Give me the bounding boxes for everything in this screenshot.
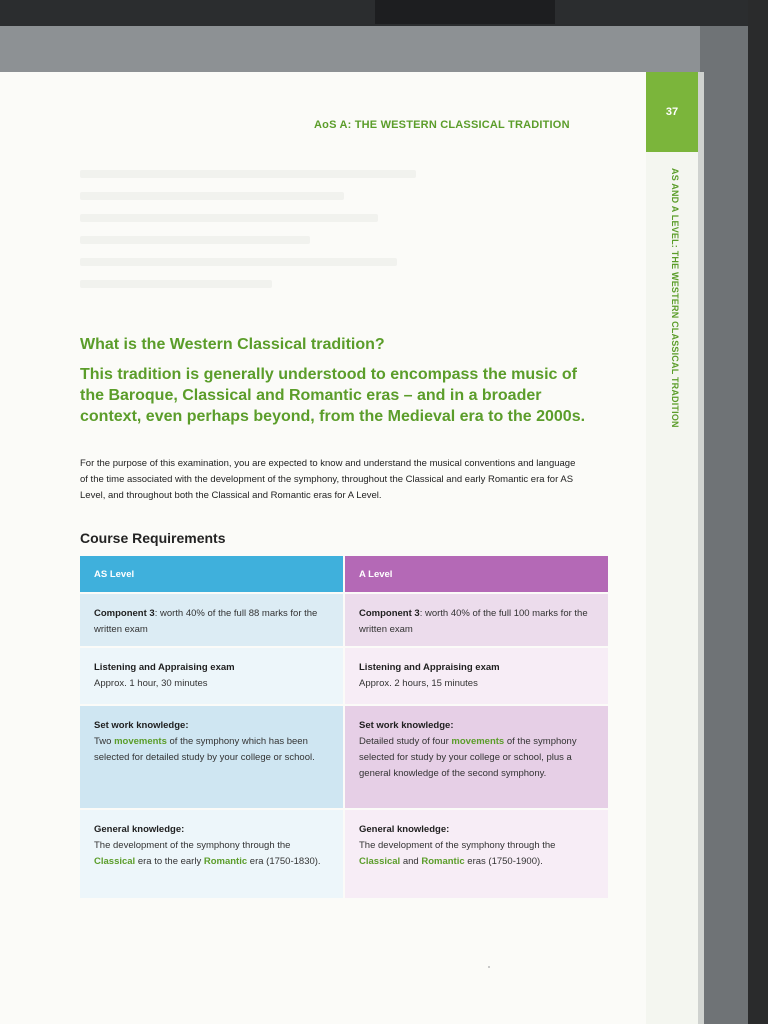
show-through-line [80, 214, 378, 222]
keyword: Romantic [421, 856, 465, 867]
cell-text: Approx. 1 hour, 30 minutes [94, 678, 208, 689]
cell-bold: Set work knowledge: [359, 720, 454, 731]
cell-bold: Listening and Appraising exam [359, 662, 500, 673]
cell-bold: Set work knowledge: [94, 720, 189, 731]
cell-bold: Component 3 [94, 608, 155, 619]
cell-bold: General knowledge: [359, 824, 450, 835]
scan-far-edge [748, 0, 768, 1024]
a-general-knowledge-cell [345, 808, 608, 898]
as-exam-cell [80, 646, 343, 704]
cell-bold: General knowledge: [94, 824, 185, 835]
a-component-cell [345, 592, 608, 646]
page-number-tab [646, 72, 698, 152]
a-set-work-cell [345, 704, 608, 808]
keyword: movements [451, 736, 505, 747]
cell-text: era to the early [135, 856, 204, 867]
cell-text: Two [94, 736, 115, 747]
cell-text: : worth 40% of the full 88 marks for the written exam [94, 608, 318, 635]
cell-text: Approx. 2 hours, 15 minutes [359, 678, 478, 689]
cell-text: and [400, 856, 422, 867]
show-through-line [80, 280, 272, 288]
question-heading: What is the Western Classical tradition? [80, 336, 385, 353]
running-head: AoS A: THE WESTERN CLASSICAL TRADITION [314, 119, 570, 131]
page-number: 37 [665, 106, 679, 118]
show-through-line [80, 258, 397, 266]
keyword: Romantic [203, 856, 248, 867]
a-level-column [345, 556, 608, 898]
body-paragraph: For the purpose of this examination, you are expected to know and understand the musical conventions and language of the time associated with the development of the symphony, throughout the Classical and early Romantic era for AS Level, and throughout both the Classical and Romantic eras for A Level. [80, 458, 576, 501]
cell-text: of the symphony selected for study by your college or school, plus a general knowledge of the second symphony. [359, 736, 577, 779]
a-level-header: A Level [345, 556, 608, 592]
side-section-label: AS AND A LEVEL: THE WESTERN CLASSICAL TRADITION [670, 168, 680, 428]
show-through-line [80, 192, 344, 200]
cell-text: of the symphony which has been selected for detailed study by your college or school. [94, 736, 315, 763]
cell-text: The development of the symphony through the [359, 840, 556, 851]
intro-paragraph: This tradition is generally understood to encompass the music of the Baroque, Classical and Romantic eras – and in a broader context, even perhaps beyond, from the Medieval era to the 2000s. [80, 366, 586, 425]
show-through-text [80, 170, 560, 320]
keyword: movements [114, 736, 167, 747]
cell-text: : worth 40% of the full 100 marks for the written exam [359, 608, 588, 635]
keyword: Classical [94, 856, 136, 867]
show-through-line [80, 170, 416, 178]
cell-text: eras (1750-1900). [464, 856, 543, 867]
scan-top-band [375, 0, 555, 24]
as-general-knowledge-cell [80, 808, 343, 898]
as-set-work-cell [80, 704, 343, 808]
cell-bold: Component 3 [359, 608, 420, 619]
as-component-cell [80, 592, 343, 646]
page-speck [488, 966, 490, 968]
as-level-column [80, 556, 343, 898]
cell-text: The development of the symphony through the [94, 840, 291, 851]
cell-bold: Listening and Appraising exam [94, 662, 235, 673]
keyword: Classical [359, 856, 401, 867]
course-requirements-heading: Course Requirements [80, 530, 226, 546]
a-exam-cell [345, 646, 608, 704]
cell-text: Detailed study of four [359, 736, 452, 747]
show-through-line [80, 236, 310, 244]
as-level-header: AS Level [80, 556, 343, 592]
cell-text: era (1750-1830). [247, 856, 321, 867]
